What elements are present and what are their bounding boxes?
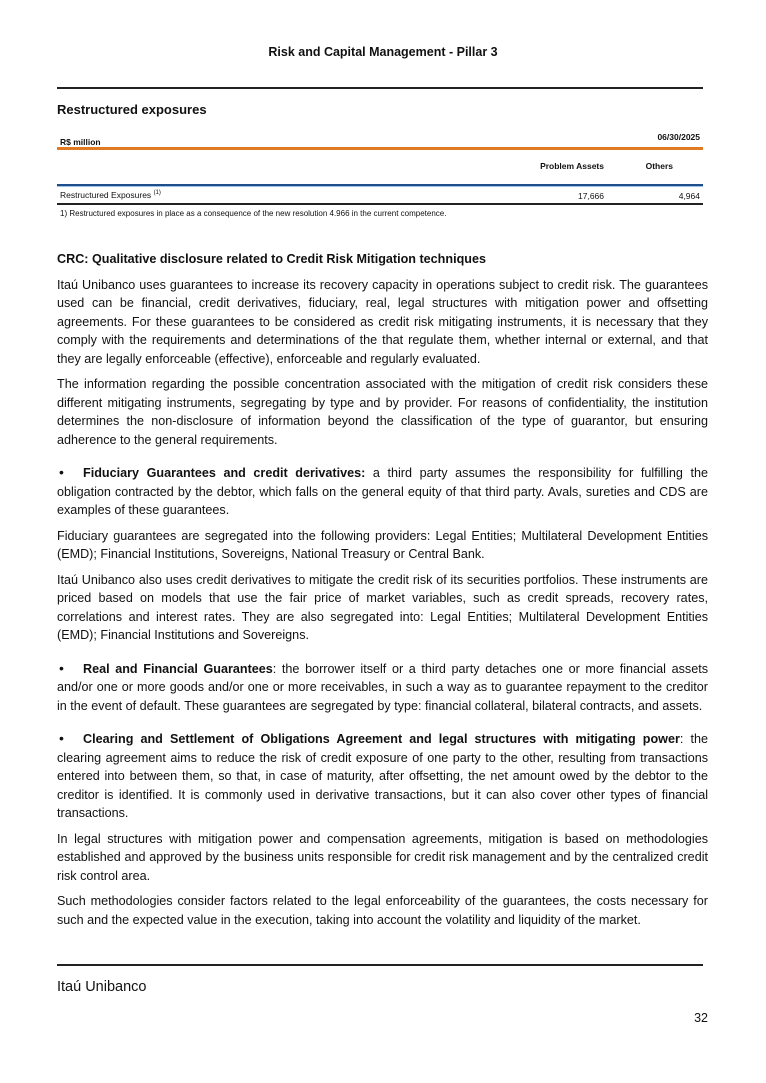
crc-heading: CRC: Qualitative disclosure related to Credit Risk Mitigation techniques (57, 252, 486, 266)
bullet-icon: • (59, 730, 64, 746)
paragraph: The information regarding the possible concentration associated with the mitigation of credit risk considers these different mitigating instruments, segregating by type and by provider. For reasons of confidentiality, the institution determines the non-disclosure of information beyond the classification of the type of guarantor, but ensuring adherence to the general requirements. (57, 377, 708, 447)
bullet-icon: • (59, 464, 64, 480)
value-problem-assets: 17,666 (578, 191, 604, 201)
header-divider (57, 87, 703, 89)
footer-company: Itaú Unibanco (57, 979, 147, 995)
paragraph: Itaú Unibanco also uses credit derivatives to mitigate the credit risk of its securities portfolios. These instruments are priced based on models that use the fair price of market variables, such as credit spreads, recovery rates, correlations and interest rates. They are also segregated into: Legal Entities; Multilateral Development Entities (EMD); Financial Institutions and Sovereigns. (57, 572, 708, 642)
bullet-text: a third party assumes the responsibility for fulfilling the obligation contracted by the debtor, which falls on the general equity of that third party. Avals, sureties and CDS are examples of these guarantees. (57, 466, 708, 517)
crc-section (57, 250, 708, 936)
paragraph: In legal structures with mitigation power and compensation agreements, mitigation is based on methodologies established and approved by the business units responsible for credit risk management and by the centralized credit risk control area. (57, 831, 708, 883)
footnote-ref: (1) (153, 190, 161, 197)
unit-label: R$ million (60, 137, 101, 147)
bullet-text: : the clearing agreement aims to reduce the risk of credit exposure of one party to the other, resulting from transactions entered into between them, so that, in case of maturity, after offsetting, the net amount owed by the debtor to the creditor is identified. It is commonly used in derivative transactions, but it can also cover other types of financial transactions. (57, 732, 708, 820)
table-footnote: 1) Restructured exposures in place as a consequence of the new resolution 4.966 in the current competence. (60, 208, 447, 218)
value-others: 4,964 (678, 191, 700, 201)
page-number: 32 (694, 1011, 708, 1025)
col-problem-assets: Problem Assets (540, 161, 604, 171)
restructured-exposures-table (57, 132, 703, 218)
table-row (57, 187, 703, 203)
bullet-real-financial (57, 659, 708, 716)
row-label-text: Restructured Exposures (60, 190, 152, 200)
bullet-title: Fiduciary Guarantees and credit derivatives: (83, 466, 366, 480)
paragraph: Fiduciary guarantees are segregated into the following providers: Legal Entities; Multilateral Development Entities (EMD); Financial Institutions, Sovereigns, National Treasury or Central Bank. (57, 528, 708, 561)
page-header-title: Risk and Capital Management - Pillar 3 (268, 45, 498, 59)
bullet-clearing (57, 729, 708, 823)
section-title: Restructured exposures (57, 102, 207, 117)
date-label: 06/30/2025 (657, 132, 700, 142)
paragraph: Itaú Unibanco uses guarantees to increase its recovery capacity in operations subject to credit risk. The guarantees used can be financial, credit derivatives, fiduciary, real, legal structures with mitigation power and offsetting agreements. For these guarantees to be considered as credit risk mitigating instruments, it is necessary that they comply with the requirements and determinations of the that regulate them, whether internal or external, and that they are legally enforceable (effective), enforceable and regularly evaluated. (57, 277, 708, 366)
bullet-text: : the borrower itself or a third party detaches one or more financial assets and/or one or more goods and/or one or more receivables, in such a way as to guarantee repayment to the creditor in the event of default. These guarantees are segregated by type: financial collateral, bilateral contracts, and assets. (57, 661, 708, 713)
footer-divider (57, 964, 703, 966)
row-label (60, 190, 161, 200)
bullet-fiduciary (57, 463, 708, 520)
col-others: Others (645, 161, 673, 171)
bullet-title: Real and Financial Guarantees (83, 661, 273, 676)
bullet-icon: • (59, 659, 64, 676)
bullet-title: Clearing and Settlement of Obligations Agreement and legal structures with mitigating power (83, 732, 680, 746)
paragraph: Such methodologies consider factors related to the legal enforceability of the guarantees, the costs necessary for such and the expected value in the execution, taking into account the volatility and liquidity of the market. (57, 894, 708, 927)
